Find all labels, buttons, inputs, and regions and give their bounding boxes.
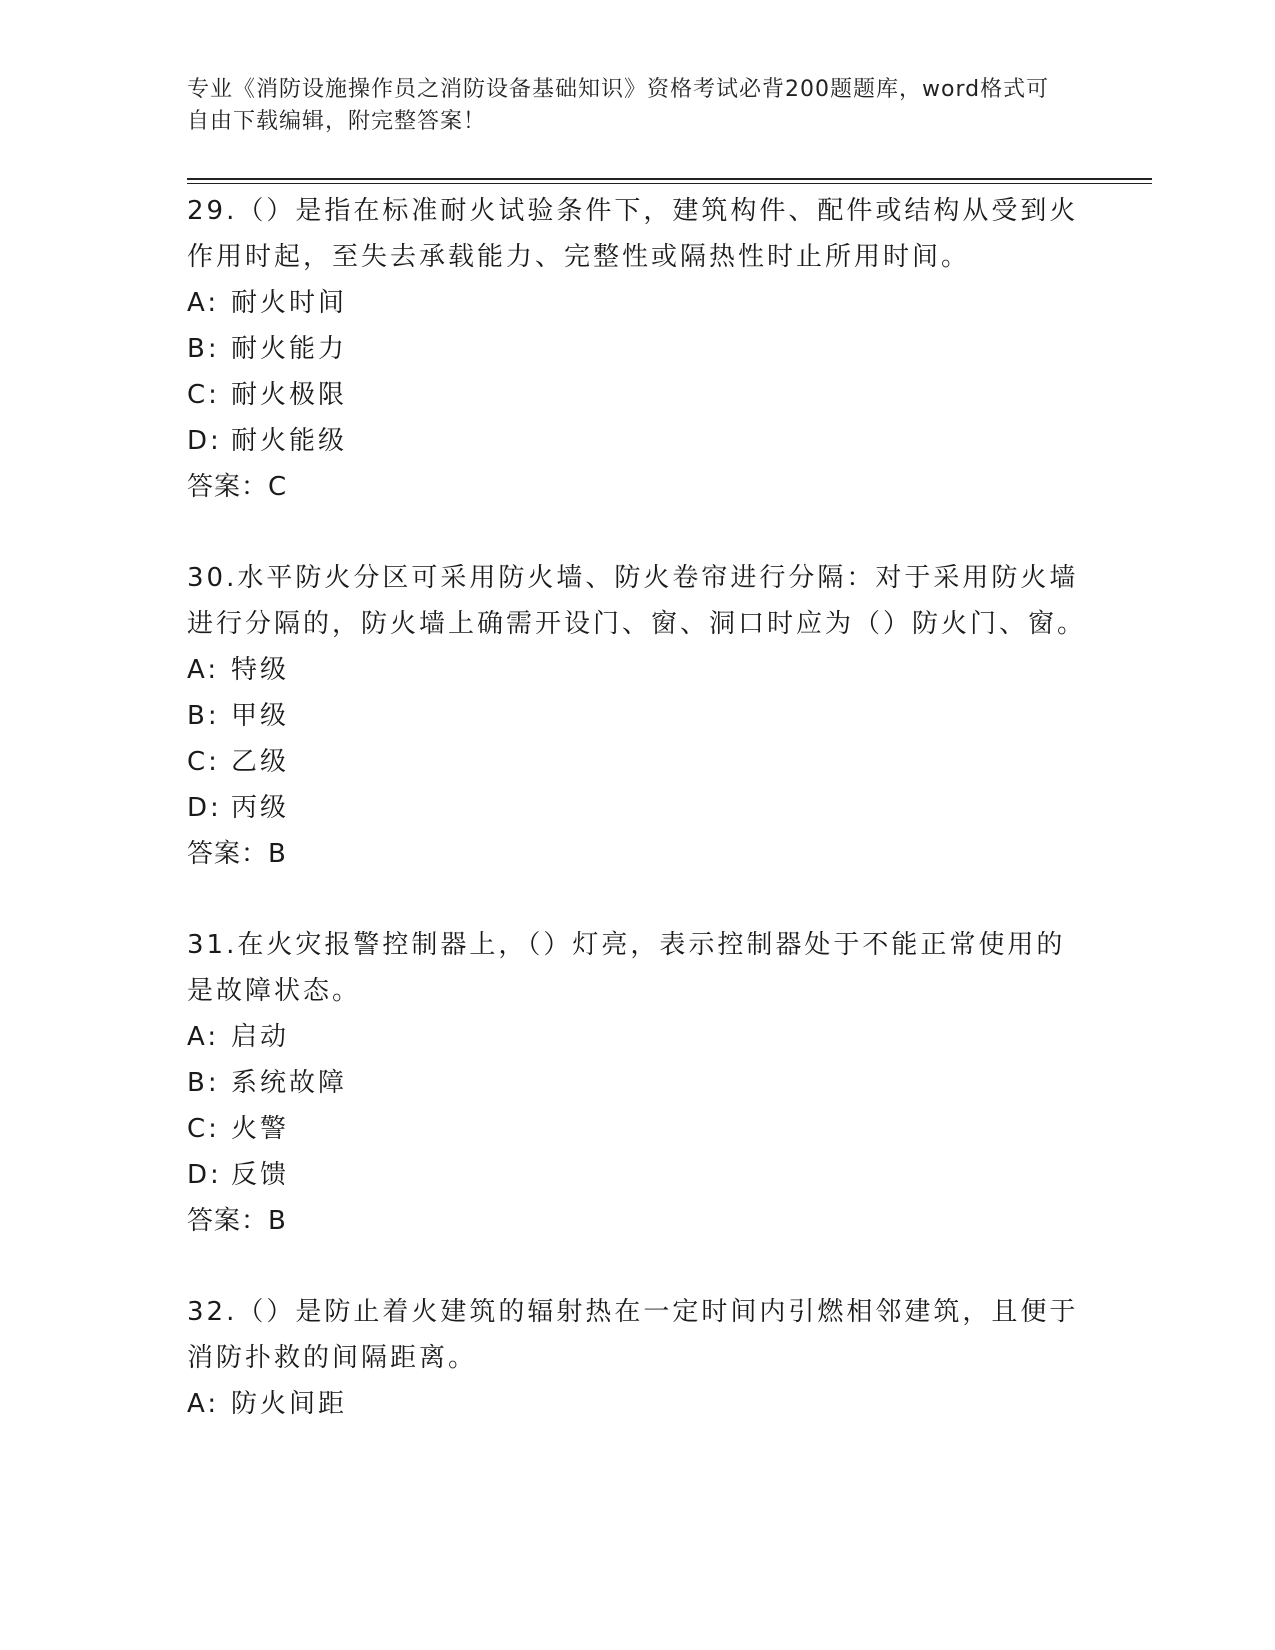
option-key: B: xyxy=(187,334,220,364)
option-key: A: xyxy=(187,288,220,318)
option-key: D: xyxy=(187,793,222,823)
option-text: 耐火时间 xyxy=(231,288,348,318)
answer-line: 答案：B xyxy=(187,1206,287,1236)
option-key: D: xyxy=(187,426,222,456)
header-divider-thick xyxy=(187,178,1152,180)
option-a xyxy=(187,1014,1087,1060)
question-stem: 32.（）是防止着火建筑的辐射热在一定时间内引燃相邻建筑，且便于消防扑救的间隔距离。 xyxy=(187,1297,1079,1373)
option-c xyxy=(187,1106,1087,1152)
question-31 xyxy=(187,922,1087,1244)
option-a xyxy=(187,280,1087,326)
option-key: C: xyxy=(187,380,220,410)
option-key: A: xyxy=(187,1022,220,1052)
option-text: 耐火能级 xyxy=(231,426,348,456)
answer-line: 答案：B xyxy=(187,839,287,869)
question-32 xyxy=(187,1289,1087,1427)
option-text: 丙级 xyxy=(231,793,290,823)
document-header: 专业《消防设施操作员之消防设备基础知识》资格考试必背200题题库，word格式可自由下载编辑，附完整答案！ xyxy=(187,77,1050,134)
option-text: 启动 xyxy=(231,1022,290,1052)
answer-line: 答案：C xyxy=(187,472,288,502)
option-key: A: xyxy=(187,1389,220,1419)
option-d xyxy=(187,418,1087,464)
option-text: 系统故障 xyxy=(231,1068,348,1098)
option-d xyxy=(187,785,1087,831)
question-stem: 30.水平防火分区可采用防火墙、防火卷帘进行分隔：对于采用防火墙进行分隔的，防火墙上确需开设门、窗、洞口时应为（）防火门、窗。 xyxy=(187,563,1087,639)
option-b xyxy=(187,326,1087,372)
option-b xyxy=(187,693,1087,739)
option-text: 防火间距 xyxy=(231,1389,348,1419)
question-30 xyxy=(187,555,1087,877)
option-text: 耐火极限 xyxy=(231,380,348,410)
question-list xyxy=(187,188,1087,1472)
option-a xyxy=(187,647,1087,693)
question-stem: 29.（）是指在标准耐火试验条件下，建筑构件、配件或结构从受到火作用时起，至失去承载能力、完整性或隔热性时止所用时间。 xyxy=(187,196,1079,272)
option-text: 乙级 xyxy=(231,747,290,777)
option-key: C: xyxy=(187,1114,220,1144)
question-stem: 31.在火灾报警控制器上，（）灯亮，表示控制器处于不能正常使用的是故障状态。 xyxy=(187,930,1066,1006)
option-text: 耐火能力 xyxy=(231,334,348,364)
header-divider-thin xyxy=(187,183,1152,184)
option-key: B: xyxy=(187,701,220,731)
option-text: 反馈 xyxy=(231,1160,290,1190)
option-c xyxy=(187,372,1087,418)
option-key: D: xyxy=(187,1160,222,1190)
option-text: 特级 xyxy=(231,655,290,685)
option-text: 火警 xyxy=(231,1114,290,1144)
option-c xyxy=(187,739,1087,785)
option-key: C: xyxy=(187,747,220,777)
option-key: A: xyxy=(187,655,220,685)
question-29 xyxy=(187,188,1087,510)
option-a xyxy=(187,1381,1087,1427)
option-d xyxy=(187,1152,1087,1198)
option-b xyxy=(187,1060,1087,1106)
option-key: B: xyxy=(187,1068,220,1098)
option-text: 甲级 xyxy=(231,701,290,731)
